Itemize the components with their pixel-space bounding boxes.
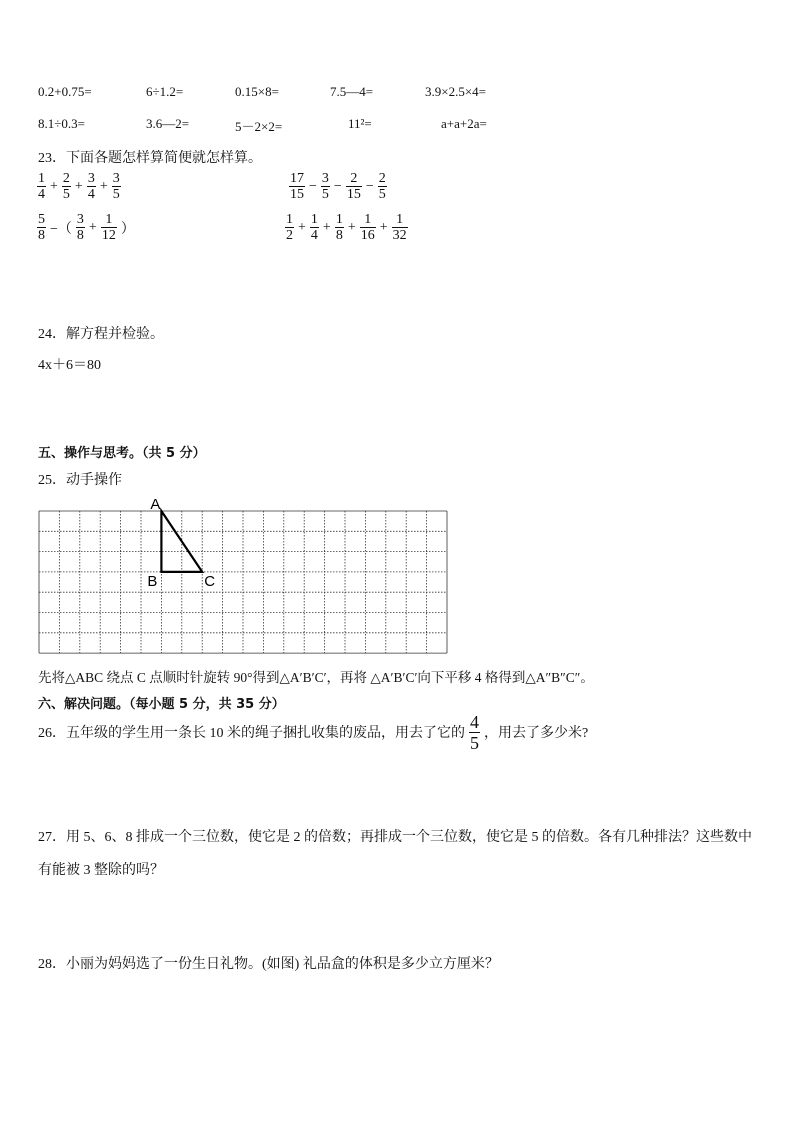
calc-item: 0.2+0.75=: [38, 84, 92, 99]
calc-item: 6÷1.2=: [146, 84, 184, 99]
fraction: $\frac{1}{32}$: [392, 212, 407, 243]
section-6-title: 六、解决问题。（每小题 5 分，共 35 分）: [38, 697, 285, 712]
label-b: B: [147, 572, 158, 590]
fraction: $\frac{2}{5}$: [378, 171, 386, 202]
fraction: $\frac{5}{8}$: [38, 212, 45, 243]
q23-expr-1: $\frac{1}{4}$ + $\frac{2}{5}$ + $\frac{3}{4}$ + $\frac{3}{5}$: [38, 171, 120, 202]
fraction: $\frac{3}{4}$: [87, 171, 95, 202]
calc-item: 0.15×8=: [235, 84, 279, 99]
q26-text-before: 26．五年级的学生用一条长 10 米的绳子捆扎收集的废品，用去了它的: [38, 726, 465, 741]
q26-fraction: $\frac{4}{5}$: [470, 711, 479, 753]
fraction: $\frac{1}{4}$: [38, 171, 45, 202]
section-5-title: 五、操作与思考。（共 5 分）: [38, 446, 206, 461]
q26: [38, 712, 588, 752]
fraction: $\frac{1}{2}$: [286, 212, 293, 243]
calc-item: 7.5—4=: [330, 84, 374, 99]
q24-title: 24．解方程并检验。: [38, 327, 164, 342]
fraction: $\frac{2}{15}$: [346, 171, 361, 202]
calc-item: a+a+2a=: [441, 116, 487, 131]
q23-expr-3: $\frac{5}{8}$ −（ $\frac{3}{8}$ + $\frac{1}{12}$ ）: [38, 212, 135, 243]
q27-line-1: 27．用 5、6、8 排成一个三位数，使它是 2 的倍数；再排成一个三位数，使它是 5 的倍数。各有几种排法？这些数中: [38, 830, 752, 845]
calc-item: 11²=: [348, 116, 372, 131]
calc-item: 8.1÷0.3=: [38, 116, 85, 131]
calc-item: 3.9×2.5×4=: [425, 84, 486, 99]
grid-lines: [39, 511, 447, 653]
q23-expr-4: $\frac{1}{2}$ + $\frac{1}{4}$ + $\frac{1}{8}$ + $\frac{1}{16}$ + $\frac{1}{32}$: [286, 212, 407, 243]
fraction: $\frac{1}{4}$: [310, 212, 318, 243]
fraction: $\frac{3}{5}$: [321, 171, 329, 202]
fraction: $\frac{1}{8}$: [335, 212, 343, 243]
fraction: $\frac{17}{15}$: [290, 171, 304, 202]
calc-item: 5－2×2=: [235, 119, 283, 134]
q23-expr-2: $\frac{17}{15}$ − $\frac{3}{5}$ − $\frac{2}{15}$ − $\frac{2}{5}$: [290, 171, 386, 202]
q25-instruction: 先将△ABC 绕点 C 点顺时针旋转 90°得到△A′B′C′，再将 △A′B′C′向下平移 4 格得到△A″B″C″。: [38, 670, 594, 685]
q25-title: 25．动手操作: [38, 473, 122, 488]
fraction: $\frac{3}{5}$: [112, 171, 120, 202]
q28-title: 28．小丽为妈妈选了一份生日礼物。(如图) 礼品盒的体积是多少立方厘米？: [38, 957, 499, 972]
q26-text-after: ，用去了多少米?: [484, 726, 589, 741]
q24-equation: 4x＋6＝80: [38, 358, 101, 373]
q27-line-2: 有能被 3 整除的吗？: [38, 863, 164, 878]
fraction: $\frac{3}{8}$: [76, 212, 84, 243]
grid-figure: [30, 490, 460, 662]
label-a: A: [150, 496, 161, 513]
label-c: C: [204, 572, 216, 590]
fraction: $\frac{2}{5}$: [62, 171, 70, 202]
q23-title: 23．下面各题怎样算简便就怎样算。: [38, 151, 262, 166]
fraction: $\frac{1}{12}$: [101, 212, 116, 243]
calc-item: 3.6—2=: [146, 116, 190, 131]
fraction: $\frac{1}{16}$: [360, 212, 375, 243]
